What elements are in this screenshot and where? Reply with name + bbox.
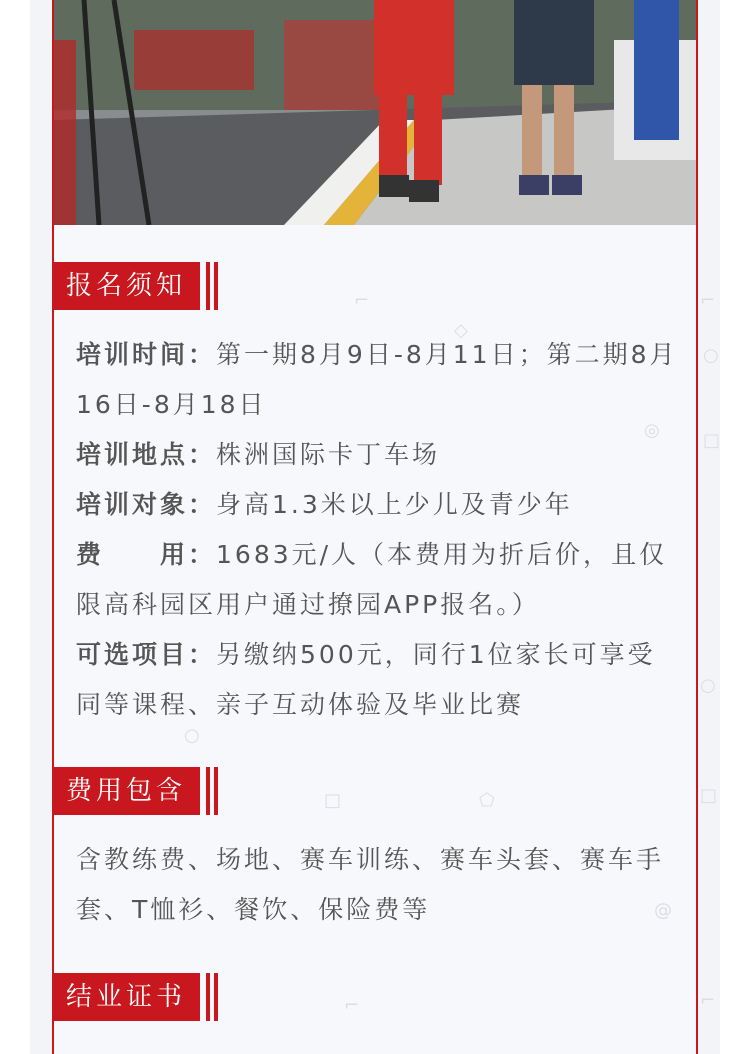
notice-item-label: 培训地点： [76, 440, 217, 469]
section-title-notice [54, 262, 224, 310]
notice-content [76, 330, 680, 730]
decorative-shape-icon: ⌐ [354, 290, 370, 311]
decorative-shape-icon: ○ [184, 725, 200, 746]
decorative-shape-icon: □ [703, 430, 721, 451]
hero-photo [54, 0, 696, 225]
decorative-shape-icon: ○ [700, 675, 716, 696]
notice-item [76, 630, 680, 730]
notice-item [76, 480, 680, 530]
decorative-shape-icon: □ [324, 790, 342, 811]
section-title-certificate-label: 结业证书 [54, 973, 200, 1021]
decorative-shape-icon: ◎ [644, 420, 660, 441]
tag-divider [206, 973, 210, 1021]
notice-item-label: 培训时间： [76, 340, 217, 369]
content-card [52, 0, 698, 1054]
notice-item-value: 株洲国际卡丁车场 [216, 440, 441, 469]
decorative-shape-icon: ⬠ [479, 790, 495, 811]
tag-divider [214, 262, 218, 310]
decorative-shape-icon: ⌐ [344, 995, 360, 1016]
notice-item-value: 1683元/人（本费用为折后价，且仅限高科园区用户通过撩园APP报名。） [76, 540, 668, 619]
notice-item-label: 费 用： [76, 540, 217, 569]
notice-item-label: 可选项目： [76, 640, 217, 669]
section-title-fees-label: 费用包含 [54, 767, 200, 815]
notice-item-value: 另缴纳500元，同行1位家长可享受同等课程、亲子互动体验及毕业比赛 [76, 640, 656, 719]
decorative-shape-icon: □ [700, 785, 718, 806]
section-title-notice-label: 报名须知 [54, 262, 200, 310]
notice-item [76, 430, 680, 480]
decorative-shape-icon: ⌐ [700, 290, 716, 311]
decorative-shape-icon: @ [654, 900, 672, 921]
section-title-fees [54, 767, 224, 815]
notice-item [76, 330, 680, 430]
fees-content: 含教练费、场地、赛车训练、赛车头套、赛车手套、T恤衫、餐饮、保险费等 [76, 845, 665, 924]
decorative-shape-icon: ○ [703, 345, 719, 366]
notice-item-value: 身高1.3米以上少儿及青少年 [216, 490, 573, 519]
notice-item [76, 530, 680, 630]
decorative-shape-icon: ◇ [454, 320, 468, 341]
notice-item-value: 第一期8月9日-8月11日；第二期8月16日-8月18日 [76, 340, 678, 419]
notice-item-label: 培训对象： [76, 490, 217, 519]
tag-divider [214, 973, 218, 1021]
tag-divider [206, 767, 210, 815]
hero-photo-illustration [54, 0, 696, 225]
section-title-certificate [54, 973, 224, 1021]
tag-divider [214, 767, 218, 815]
decorative-shape-icon: ⌐ [700, 990, 716, 1011]
tag-divider [206, 262, 210, 310]
